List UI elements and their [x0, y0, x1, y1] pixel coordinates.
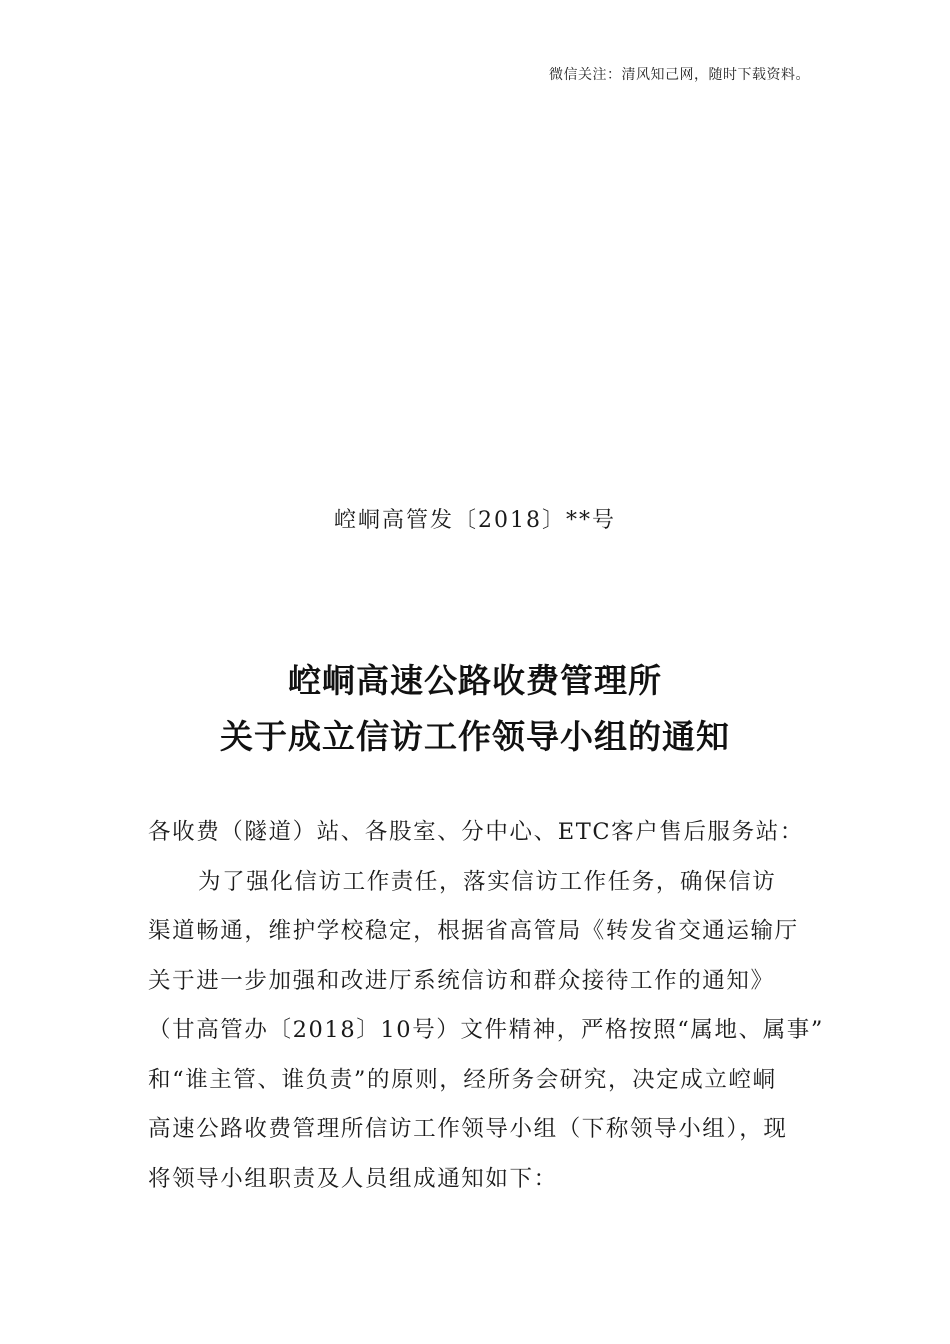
salutation: 各收费（隧道）站、各股室、分中心、ETC客户售后服务站： — [148, 819, 804, 845]
paragraph-line: 关于进一步加强和改进厅系统信访和群众接待工作的通知》 — [148, 967, 775, 994]
title-line-2: 关于成立信访工作领导小组的通知 — [220, 717, 730, 756]
paragraph-line: 为了强化信访工作责任，落实信访工作任务，确保信访 — [198, 868, 777, 895]
title-line-1: 崆峒高速公路收费管理所 — [288, 661, 662, 700]
header-note: 微信关注：清风知己网，随时下载资料。 — [549, 67, 810, 83]
document-number: 崆峒高管发〔2018〕**号 — [334, 508, 616, 533]
paragraph-line: 渠道畅通，维护学校稳定，根据省高管局《转发省交通运输厅 — [148, 918, 799, 944]
paragraph-line: 和“谁主管、谁负责”的原则，经所务会研究，决定成立崆峒 — [148, 1066, 777, 1093]
paragraph-line: 将领导小组职责及人员组成通知如下： — [148, 1165, 558, 1192]
document-title — [0, 653, 950, 765]
paragraph-line: 高速公路收费管理所信访工作领导小组（下称领导小组），现 — [148, 1116, 788, 1142]
paragraph-line: （甘高管办〔2018〕10号）文件精神，严格按照“属地、属事” — [148, 1017, 824, 1043]
document-body — [148, 808, 828, 1204]
